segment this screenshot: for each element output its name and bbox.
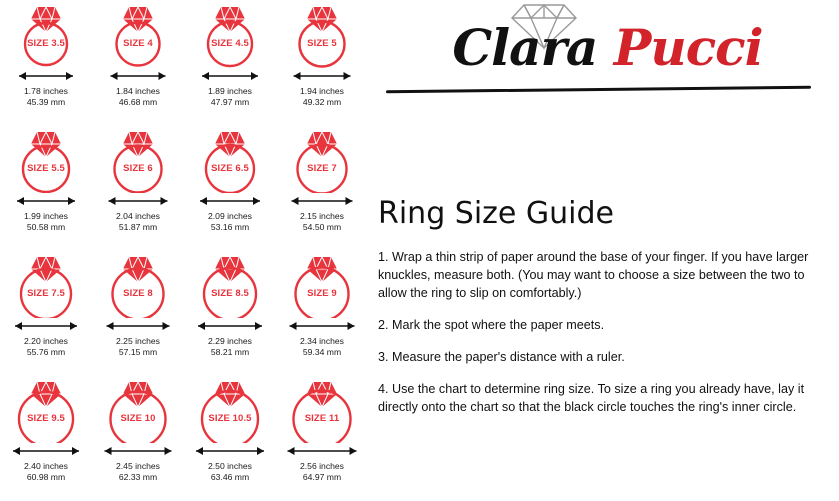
ring-illustration <box>193 127 267 193</box>
ring-size-label: SIZE 5.5 <box>27 163 65 174</box>
ring-illustration <box>101 127 175 193</box>
ring-illustration <box>9 127 83 193</box>
ring-size-cell <box>184 250 276 375</box>
ring-diameter-inches: 2.45 inches <box>116 461 160 471</box>
diameter-arrow-icon <box>285 319 359 333</box>
ring-size-label: SIZE 4.5 <box>211 38 249 49</box>
ring-diameter-inches: 2.09 inches <box>208 211 252 221</box>
ring-diameter-inches: 2.04 inches <box>116 211 160 221</box>
ring-size-cell <box>92 125 184 250</box>
ring-circumference-mm: 60.98 mm <box>26 472 66 482</box>
brand-name-first: Clara <box>452 18 598 77</box>
ring-measurement <box>208 86 252 108</box>
ring-size-cell <box>184 375 276 500</box>
diameter-arrow-icon <box>101 69 175 83</box>
diameter-arrow-icon <box>9 69 83 83</box>
ring-circumference-mm: 47.97 mm <box>210 97 250 107</box>
ring-diameter-inches: 1.99 inches <box>24 211 68 221</box>
ring-size-cell <box>184 125 276 250</box>
ring-circumference-mm: 53.16 mm <box>210 222 250 232</box>
diameter-arrow-icon <box>285 194 359 208</box>
ring-size-label: SIZE 5 <box>307 38 337 49</box>
ring-size-label: SIZE 9.5 <box>27 413 65 424</box>
ring-measurement <box>300 336 344 358</box>
ring-size-cell <box>92 375 184 500</box>
ring-size-label: SIZE 9 <box>307 288 337 299</box>
ring-measurement <box>24 86 68 108</box>
ring-illustration <box>193 252 267 318</box>
ring-diameter-inches: 2.56 inches <box>300 461 344 471</box>
ring-measurement <box>24 211 68 233</box>
ring-size-label: SIZE 7 <box>307 163 337 174</box>
ring-size-cell <box>276 375 368 500</box>
ring-measurement <box>208 336 252 358</box>
ring-size-cell <box>0 375 92 500</box>
ring-measurement <box>300 86 344 108</box>
diameter-arrow-icon <box>9 194 83 208</box>
ring-diameter-inches: 2.15 inches <box>300 211 344 221</box>
ring-circumference-mm: 58.21 mm <box>210 347 250 357</box>
ring-size-cell <box>92 0 184 125</box>
ring-circumference-mm: 54.50 mm <box>302 222 342 232</box>
ring-diameter-inches: 1.89 inches <box>208 86 252 96</box>
diameter-arrow-icon <box>193 319 267 333</box>
ring-diameter-inches: 2.40 inches <box>24 461 68 471</box>
ring-measurement <box>300 461 344 483</box>
instruction-step: 2. Mark the spot where the paper meets. <box>378 318 605 332</box>
ring-size-label: SIZE 4 <box>123 38 153 49</box>
right-panel <box>368 0 839 501</box>
ring-circumference-mm: 55.76 mm <box>26 347 66 357</box>
diameter-arrow-icon <box>193 69 267 83</box>
page-title: Ring Size Guide <box>378 196 614 231</box>
ring-circumference-mm: 62.33 mm <box>118 472 158 482</box>
ring-size-label: SIZE 7.5 <box>27 288 65 299</box>
ring-size-cell <box>0 250 92 375</box>
ring-measurement <box>208 461 252 483</box>
ring-measurement <box>24 461 68 483</box>
diameter-arrow-icon <box>285 69 359 83</box>
ring-circumference-mm: 45.39 mm <box>26 97 66 107</box>
ring-size-cell <box>0 125 92 250</box>
ring-measurement <box>300 211 344 233</box>
brand-name-second: Pucci <box>613 18 763 77</box>
ring-circumference-mm: 51.87 mm <box>118 222 158 232</box>
diameter-arrow-icon <box>101 194 175 208</box>
ring-diameter-inches: 1.94 inches <box>300 86 344 96</box>
ring-size-cell <box>184 0 276 125</box>
ring-measurement <box>116 461 160 483</box>
ring-size-label: SIZE 8 <box>123 288 153 299</box>
ring-diameter-inches: 2.29 inches <box>208 336 252 346</box>
instruction-step: 3. Measure the paper's distance with a ruler. <box>378 350 625 364</box>
ring-illustration <box>193 2 267 68</box>
ring-measurement <box>116 86 160 108</box>
ring-illustration <box>285 2 359 68</box>
diameter-arrow-icon <box>193 444 267 458</box>
ring-size-label: SIZE 11 <box>304 413 340 424</box>
ring-illustration <box>285 377 359 443</box>
ring-size-cell <box>92 250 184 375</box>
ring-diameter-inches: 2.25 inches <box>116 336 160 346</box>
ring-size-chart <box>0 0 368 501</box>
ring-circumference-mm: 57.15 mm <box>118 347 158 357</box>
ring-measurement <box>24 336 68 358</box>
instruction-step: 1. Wrap a thin strip of paper around the base of your finger. If you have larger knuckles, measure both. (You may want to choose a size between the two to allow the ring to slip on comfortably.) <box>378 250 809 300</box>
ring-circumference-mm: 63.46 mm <box>210 472 250 482</box>
brand-name <box>376 18 839 77</box>
diameter-arrow-icon <box>285 444 359 458</box>
ring-illustration <box>285 127 359 193</box>
ring-size-cell <box>276 0 368 125</box>
ring-circumference-mm: 49.32 mm <box>302 97 342 107</box>
instruction-steps <box>378 248 828 430</box>
ring-size-label: SIZE 3.5 <box>27 38 65 49</box>
ring-size-label: SIZE 6 <box>123 163 153 174</box>
ring-diameter-inches: 2.20 inches <box>24 336 68 346</box>
ring-illustration <box>9 252 83 318</box>
ring-illustration <box>101 252 175 318</box>
ring-illustration <box>101 377 175 443</box>
ring-circumference-mm: 46.68 mm <box>118 97 158 107</box>
ring-illustration <box>9 2 83 68</box>
ring-diameter-inches: 1.84 inches <box>116 86 160 96</box>
ring-measurement <box>116 336 160 358</box>
ring-circumference-mm: 64.97 mm <box>302 472 342 482</box>
ring-illustration <box>101 2 175 68</box>
brand-logo <box>368 0 839 120</box>
diameter-arrow-icon <box>9 444 83 458</box>
ring-illustration <box>193 377 267 443</box>
ring-measurement <box>116 211 160 233</box>
diameter-arrow-icon <box>101 319 175 333</box>
ring-size-cell <box>276 250 368 375</box>
ring-illustration <box>9 377 83 443</box>
ring-illustration <box>285 252 359 318</box>
ring-diameter-inches: 2.34 inches <box>300 336 344 346</box>
diameter-arrow-icon <box>193 194 267 208</box>
ring-size-label: SIZE 10.5 <box>208 413 252 424</box>
ring-size-label: SIZE 8.5 <box>211 288 249 299</box>
ring-circumference-mm: 50.58 mm <box>26 222 66 232</box>
ring-size-label: SIZE 10 <box>120 413 156 424</box>
brand-underline <box>386 86 811 93</box>
ring-size-cell <box>0 0 92 125</box>
ring-diameter-inches: 1.78 inches <box>24 86 68 96</box>
ring-size-cell <box>276 125 368 250</box>
diameter-arrow-icon <box>9 319 83 333</box>
ring-measurement <box>208 211 252 233</box>
ring-size-label: SIZE 6.5 <box>211 163 249 174</box>
ring-circumference-mm: 59.34 mm <box>302 347 342 357</box>
diameter-arrow-icon <box>101 444 175 458</box>
instruction-step: 4. Use the chart to determine ring size. To size a ring you already have, lay it directly onto the chart so that the black circle touches the ring's inner circle. <box>378 382 805 414</box>
ring-diameter-inches: 2.50 inches <box>208 461 252 471</box>
